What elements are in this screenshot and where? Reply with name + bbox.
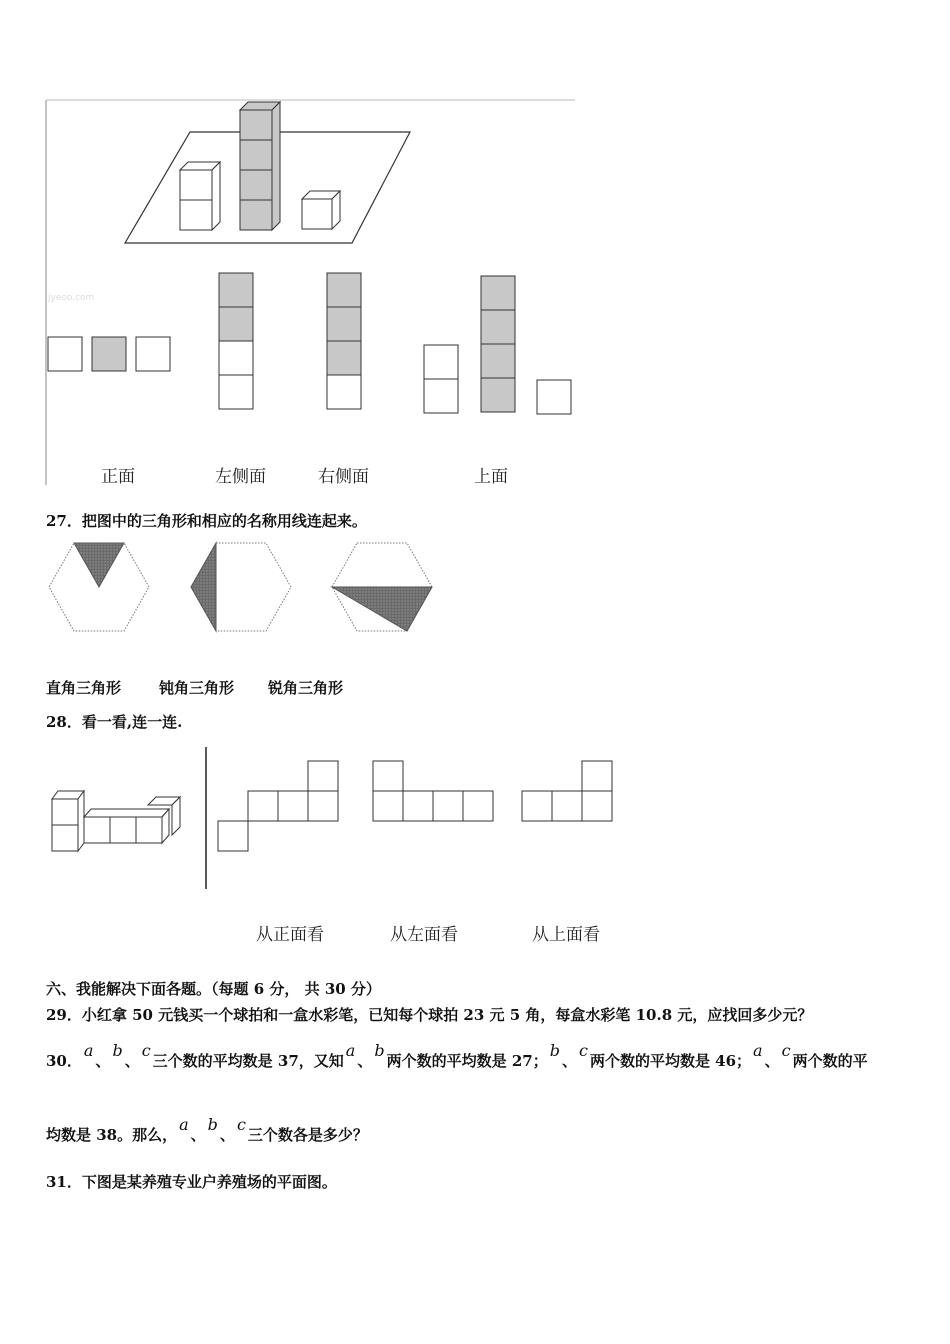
view-from-front: 从正面看 (256, 925, 324, 945)
question-29: 29．小红拿 50 元钱买一个球拍和一盒水彩笔，已知每个球拍 23 元 5 角，每盒水彩笔 10.8 元，应找回多少元？ (46, 1006, 813, 1024)
view-label-right: 右侧面 (318, 467, 369, 487)
triangle-name-right: 直角三角形 (46, 679, 122, 697)
view-from-left: 从左面看 (390, 925, 458, 945)
q30-number: 30． (46, 1052, 82, 1070)
cube-stack-figure (40, 95, 580, 490)
view-from-top: 从上面看 (532, 925, 600, 945)
question-30-line-2: 均数是 38。那么，a、b、c三个数各是多少？ (46, 1115, 368, 1144)
cube-views-figure (44, 745, 624, 895)
question-31: 31．下图是某养殖专业户养殖场的平面图。 (46, 1173, 337, 1191)
hexagon-triangles-figure (44, 540, 444, 638)
view-label-top: 上面 (474, 467, 508, 487)
question-28: 28．看一看,连一连. (46, 713, 183, 731)
triangle-name-obtuse: 钝角三角形 (159, 679, 235, 697)
view-label-left: 左侧面 (215, 467, 266, 487)
section-6-heading: 六、我能解决下面各题。（每题 6 分， 共 30 分） (46, 980, 381, 998)
question-30-line-1: 30．a、b、c三个数的平均数是 37，又知a、b两个数的平均数是 27；b、c两个数的平均数是 46；a、c两个数的平 (46, 1041, 868, 1070)
view-label-front: 正面 (101, 467, 135, 487)
watermark: jyeoo.com (48, 293, 95, 303)
triangle-name-acute: 锐角三角形 (268, 679, 344, 697)
question-27: 27．把图中的三角形和相应的名称用线连起来。 (46, 512, 367, 530)
